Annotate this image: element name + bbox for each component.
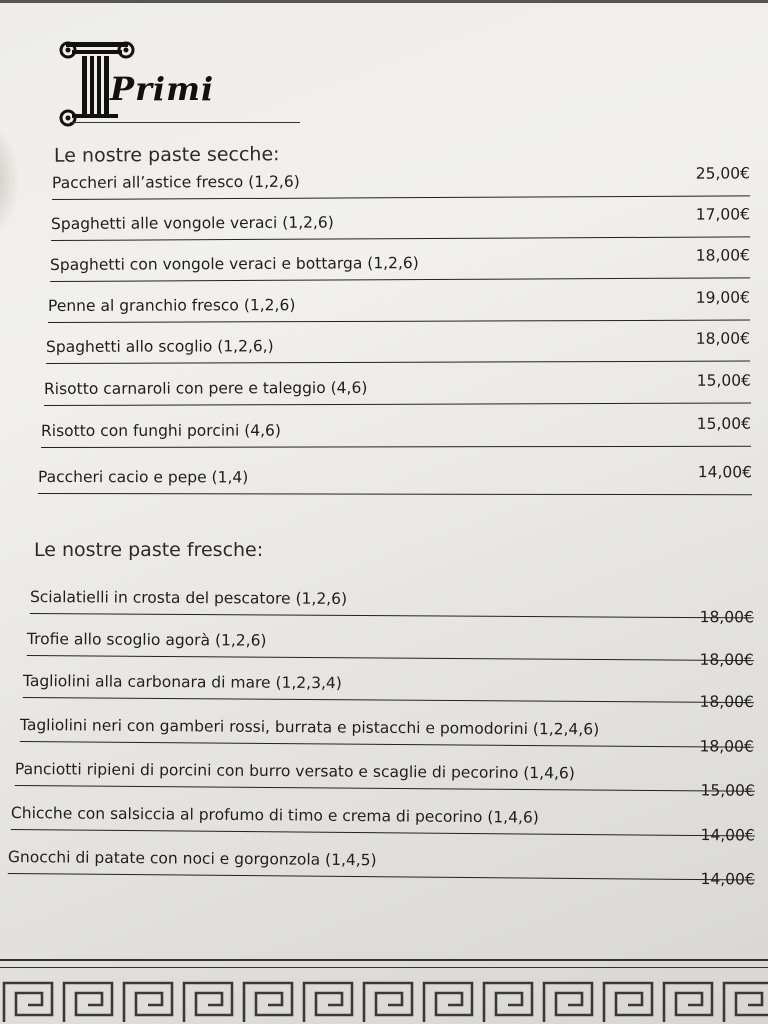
dish-name: Risotto carnaroli con pere e taleggio (4,6) (43, 378, 368, 398)
footer-rule (0, 959, 768, 961)
dry-pasta-heading: Le nostre paste secche: (53, 143, 280, 167)
menu-item (7, 832, 755, 889)
menu-item (14, 744, 755, 800)
dish-name: Paccheri all’astice fresco (1,2,6) (51, 172, 300, 192)
dish-price: 19,00€ (695, 288, 751, 307)
menu-item (22, 656, 754, 712)
dish-price: 14,00€ (700, 826, 755, 845)
dish-name: Panciotti ripieni di porcini con burro versato e scaglie di pecorino (1,4,6) (14, 760, 575, 783)
dish-price: 15,00€ (696, 414, 752, 433)
dish-price: 18,00€ (699, 608, 754, 627)
menu-item (10, 788, 755, 845)
dish-name: Risotto con funghi porcini (4,6) (40, 421, 281, 440)
dish-price: 14,00€ (697, 463, 753, 482)
dish-price: 18,00€ (695, 246, 751, 265)
row-divider (38, 492, 752, 495)
greek-key-border-icon (0, 977, 768, 1024)
dish-price: 25,00€ (695, 164, 751, 183)
dish-price: 14,00€ (700, 870, 755, 889)
dish-name: Spaghetti alle vongole veraci (1,2,6) (50, 213, 334, 233)
section-title-primi: Primi (110, 70, 215, 108)
title-underline (70, 122, 300, 123)
row-divider (41, 445, 751, 448)
top-border (0, 0, 768, 3)
menu-item (48, 279, 750, 323)
section-header (58, 38, 308, 130)
greek-key-footer (0, 955, 768, 1024)
menu-item (38, 452, 752, 495)
dish-name: Trofie allo scoglio agorà (1,2,6) (26, 630, 267, 650)
menu-item (46, 320, 750, 364)
dish-name: Penne al granchio fresco (1,2,6) (47, 296, 296, 315)
menu-item (44, 362, 751, 406)
dish-price: 15,00€ (700, 781, 755, 800)
menu-item (26, 614, 754, 670)
dish-price: 18,00€ (695, 329, 751, 348)
footer-rule (0, 967, 768, 968)
row-divider (8, 872, 755, 880)
dish-price: 15,00€ (696, 371, 752, 390)
dish-name: Chicche con salsiccia al profumo di timo e crema di pecorino (1,4,6) (10, 804, 539, 827)
fresh-pasta-heading: Le nostre paste fresche: (34, 539, 264, 561)
menu-item (29, 572, 754, 627)
dish-name: Scialatielli in crosta del pescatore (1,2,6) (29, 588, 348, 608)
dish-price: 18,00€ (699, 692, 754, 712)
dish-price: 17,00€ (695, 205, 751, 224)
menu-item (41, 405, 751, 448)
menu-item (52, 154, 750, 200)
dish-price: 18,00€ (699, 737, 754, 756)
dish-name: Gnocchi di patate con noci e gorgonzola (1,4,5) (7, 848, 377, 870)
dish-name: Spaghetti allo scoglio (1,2,6,) (45, 337, 274, 356)
finger-shadow (0, 120, 20, 240)
dish-name: Tagliolini alla carbonara di mare (1,2,3,4) (22, 672, 342, 693)
menu-item (50, 236, 750, 282)
dish-price: 18,00€ (699, 650, 754, 670)
dish-name: Tagliolini neri con gamberi rossi, burrata e pistacchi e pomodorini (1,2,4,6) (19, 716, 600, 739)
dish-name: Spaghetti con vongole veraci e bottarga (1,2,6) (49, 254, 419, 274)
menu-item (19, 700, 754, 756)
menu-item (51, 195, 750, 241)
dish-name: Paccheri cacio e pepe (1,4) (37, 468, 249, 487)
